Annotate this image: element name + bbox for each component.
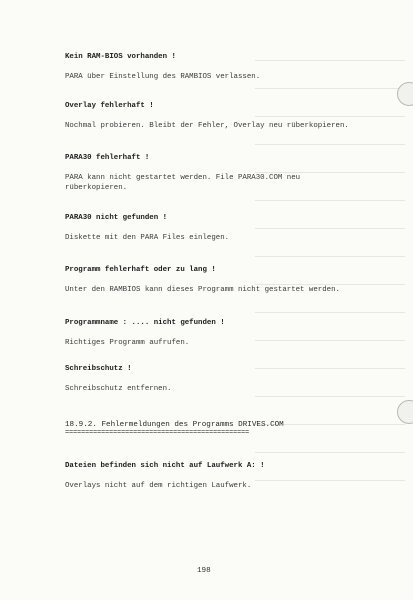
error-description: Schreibschutz entfernen. xyxy=(65,384,172,393)
error-entry xyxy=(65,461,365,491)
error-heading: Kein RAM-BIOS vorhanden ! xyxy=(65,53,176,61)
error-heading: Overlay fehlerhaft ! xyxy=(65,102,154,110)
error-heading: PARA30 nicht gefunden ! xyxy=(65,214,168,222)
punch-hole-top xyxy=(397,82,413,106)
error-heading: Programmname : .... nicht gefunden ! xyxy=(65,319,225,327)
error-entry xyxy=(65,52,365,82)
section-drives xyxy=(65,420,365,437)
error-heading: PARA30 fehlerhaft ! xyxy=(65,154,150,162)
error-description: PARA kann nicht gestartet werden. File PARA30.COM neu rüberkopieren. xyxy=(65,173,301,192)
error-entry xyxy=(65,265,365,295)
error-description: PARA über Einstellung des RAMBIOS verlassen. xyxy=(65,72,261,81)
error-description: Richtiges Programm aufrufen. xyxy=(65,338,190,347)
error-description: Nochmal probieren. Bleibt der Fehler, Overlay neu rüberkopieren. xyxy=(65,121,349,130)
error-description: Diskette mit den PARA Files einlegen. xyxy=(65,233,230,242)
error-entry xyxy=(65,153,365,194)
error-heading: Dateien befinden sich nicht auf Laufwerk A: ! xyxy=(65,462,265,470)
error-heading: Schreibschutz ! xyxy=(65,365,132,373)
page-number: 198 xyxy=(197,567,211,575)
error-heading: Programm fehlerhaft oder zu lang ! xyxy=(65,266,216,274)
error-entry xyxy=(65,213,365,243)
punch-hole-bottom xyxy=(397,400,413,424)
error-entry xyxy=(65,101,365,131)
error-description: Overlays nicht auf dem richtigen Laufwerk. xyxy=(65,481,252,490)
section-title: 18.9.2. Fehlermeldungen des Programms DRIVES.COM xyxy=(65,421,284,429)
error-description: Unter den RAMBIOS kann dieses Programm nicht gestartet werden. xyxy=(65,285,340,294)
section-underline: ============================================== xyxy=(65,429,250,437)
error-entry xyxy=(65,364,365,394)
error-entry xyxy=(65,318,365,348)
